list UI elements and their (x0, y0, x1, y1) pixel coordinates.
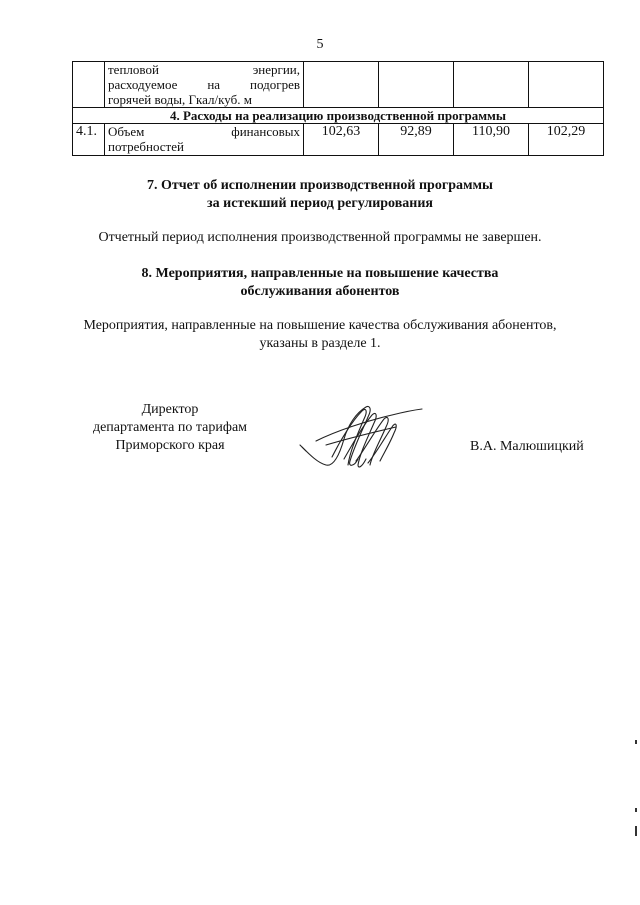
handwritten-signature (296, 395, 426, 475)
cell-text: расходуемое (108, 77, 178, 92)
program-table (72, 61, 604, 156)
table-cell-value (529, 62, 604, 108)
signatory-name: В.А. Малюшицкий (470, 439, 584, 454)
title-line: 7. Отчет об исполнении производственной программы (146, 178, 493, 193)
cell-text: финансовых (231, 124, 300, 139)
position-line: Приморского края (115, 438, 225, 453)
cell-text: подогрев (250, 77, 300, 92)
section-8-title (0, 265, 640, 301)
table-row (73, 62, 604, 108)
cell-text: горячей воды, Гкал/куб. м (108, 92, 252, 107)
table-cell-name (105, 62, 304, 108)
table-cell-num: 4.1. (73, 124, 105, 156)
table-cell-value: 102,29 (529, 124, 604, 156)
table-cell-value (379, 62, 454, 108)
scan-mark (635, 740, 637, 744)
title-line: за истекший период регулирования (207, 196, 433, 211)
position-line: департамента по тарифам (92, 420, 248, 435)
signatory-position (60, 401, 280, 455)
section-7-title (0, 177, 640, 213)
cell-text: Объем (108, 124, 145, 139)
section-7-text: Отчетный период исполнения производственной программы не завершен. (98, 230, 542, 245)
table-row (73, 124, 604, 156)
table-cell-num (73, 62, 105, 108)
table-cell-value: 92,89 (379, 124, 454, 156)
title-line: обслуживания абонентов (240, 284, 400, 299)
section-8-text (0, 317, 640, 353)
cell-text: на (207, 77, 221, 92)
position-line: Директор (141, 402, 199, 417)
table-cell-value: 102,63 (304, 124, 379, 156)
text-line: Мероприятия, направленные на повышение качества обслуживания абонентов, (83, 318, 557, 333)
section-4-title: 4. Расходы на реализацию производственной программы (73, 108, 604, 124)
scan-mark (635, 808, 637, 812)
title-line: 8. Мероприятия, направленные на повышение качества (141, 266, 499, 281)
cell-text: потребностей (108, 139, 184, 154)
table-cell-value (304, 62, 379, 108)
table-cell-name (105, 124, 304, 156)
table-cell-value: 110,90 (454, 124, 529, 156)
text-line: указаны в разделе 1. (259, 336, 381, 351)
table-section-row (73, 108, 604, 124)
scan-mark (635, 826, 637, 836)
cell-text: тепловой (108, 62, 159, 77)
page-number: 5 (316, 37, 324, 52)
cell-text: энергии, (252, 62, 300, 77)
table-cell-value (454, 62, 529, 108)
